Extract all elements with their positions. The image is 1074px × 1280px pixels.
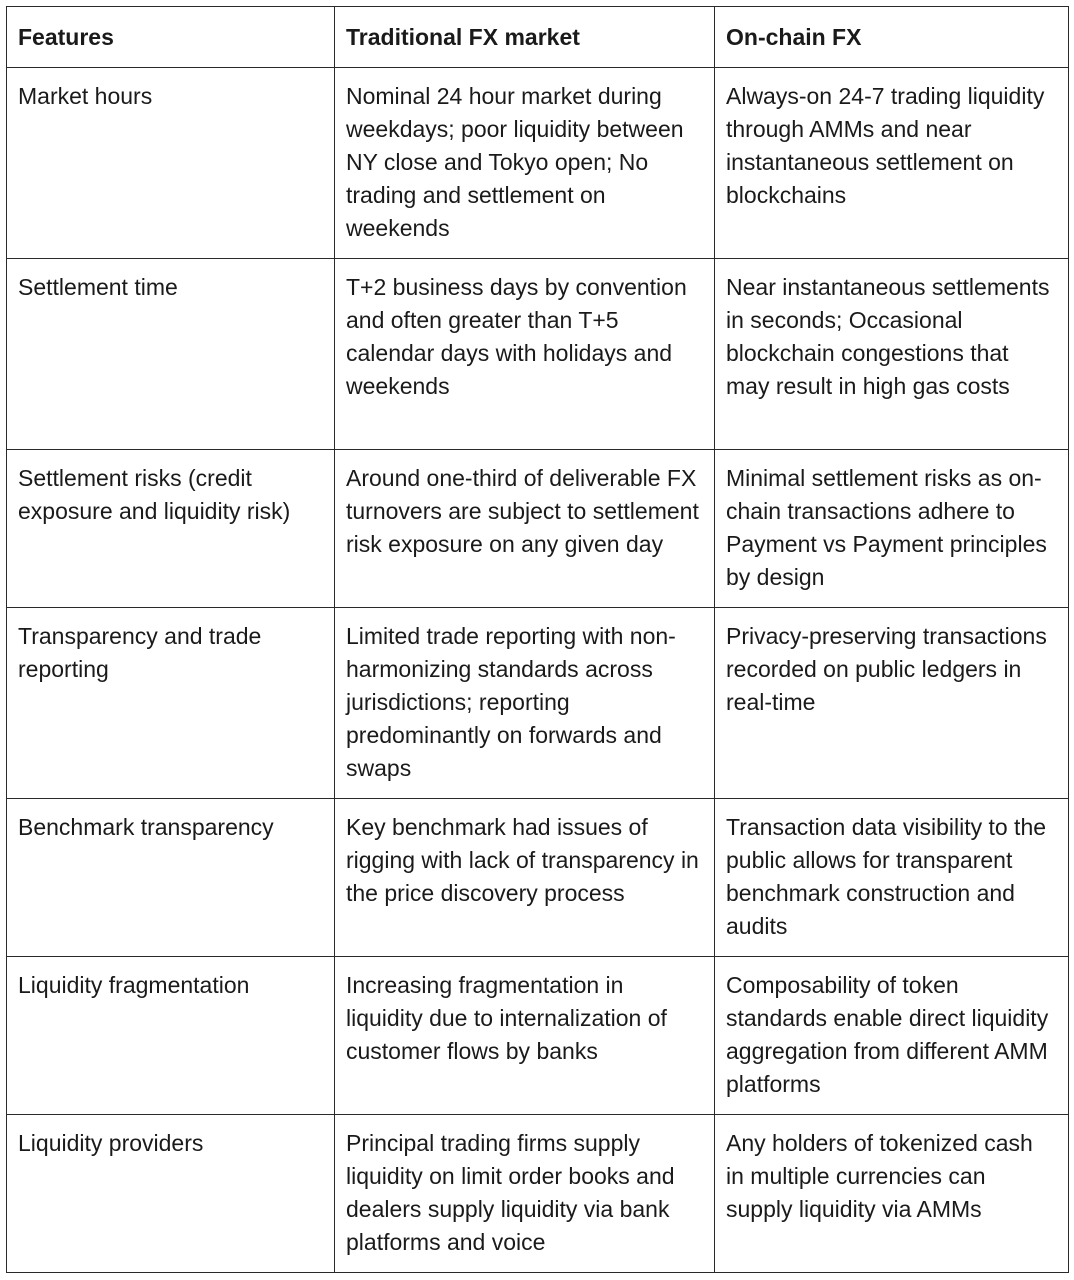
table-row bbox=[7, 957, 1069, 1115]
feature-cell: Market hours bbox=[7, 68, 335, 259]
feature-cell: Liquidity providers bbox=[7, 1115, 335, 1273]
header-onchain-fx: On-chain FX bbox=[715, 7, 1069, 68]
header-traditional-fx: Traditional FX market bbox=[335, 7, 715, 68]
table-row bbox=[7, 799, 1069, 957]
onchain-cell: Minimal settlement risks as on-chain transactions adhere to Payment vs Payment principles by design bbox=[715, 450, 1069, 608]
onchain-cell: Privacy-preserving transactions recorded on public ledgers in real-time bbox=[715, 608, 1069, 799]
traditional-cell: Limited trade reporting with non-harmonizing standards across jurisdictions; reporting predominantly on forwards and swaps bbox=[335, 608, 715, 799]
table-row bbox=[7, 450, 1069, 608]
table-row bbox=[7, 1115, 1069, 1273]
onchain-cell: Always-on 24-7 trading liquidity through AMMs and near instantaneous settlement on blockchains bbox=[715, 68, 1069, 259]
onchain-cell: Composability of token standards enable direct liquidity aggregation from different AMM platforms bbox=[715, 957, 1069, 1115]
header-features: Features bbox=[7, 7, 335, 68]
traditional-cell: Key benchmark had issues of rigging with lack of transparency in the price discovery process bbox=[335, 799, 715, 957]
onchain-cell: Near instantaneous settlements in seconds; Occasional blockchain congestions that may result in high gas costs bbox=[715, 259, 1069, 450]
onchain-cell: Any holders of tokenized cash in multiple currencies can supply liquidity via AMMs bbox=[715, 1115, 1069, 1273]
feature-cell: Transparency and trade reporting bbox=[7, 608, 335, 799]
comparison-table bbox=[6, 6, 1069, 1273]
feature-cell: Benchmark transparency bbox=[7, 799, 335, 957]
feature-cell: Settlement time bbox=[7, 259, 335, 450]
traditional-cell: T+2 business days by convention and often greater than T+5 calendar days with holidays and weekends bbox=[335, 259, 715, 450]
onchain-cell: Transaction data visibility to the public allows for transparent benchmark construction and audits bbox=[715, 799, 1069, 957]
table-row bbox=[7, 68, 1069, 259]
table-row bbox=[7, 608, 1069, 799]
traditional-cell: Increasing fragmentation in liquidity due to internalization of customer flows by banks bbox=[335, 957, 715, 1115]
feature-cell: Settlement risks (credit exposure and liquidity risk) bbox=[7, 450, 335, 608]
traditional-cell: Nominal 24 hour market during weekdays; poor liquidity between NY close and Tokyo open; No trading and settlement on weekends bbox=[335, 68, 715, 259]
table-row bbox=[7, 259, 1069, 450]
header-row bbox=[7, 7, 1069, 68]
feature-cell: Liquidity fragmentation bbox=[7, 957, 335, 1115]
traditional-cell: Principal trading firms supply liquidity on limit order books and dealers supply liquidity via bank platforms and voice bbox=[335, 1115, 715, 1273]
traditional-cell: Around one-third of deliverable FX turnovers are subject to settlement risk exposure on any given day bbox=[335, 450, 715, 608]
